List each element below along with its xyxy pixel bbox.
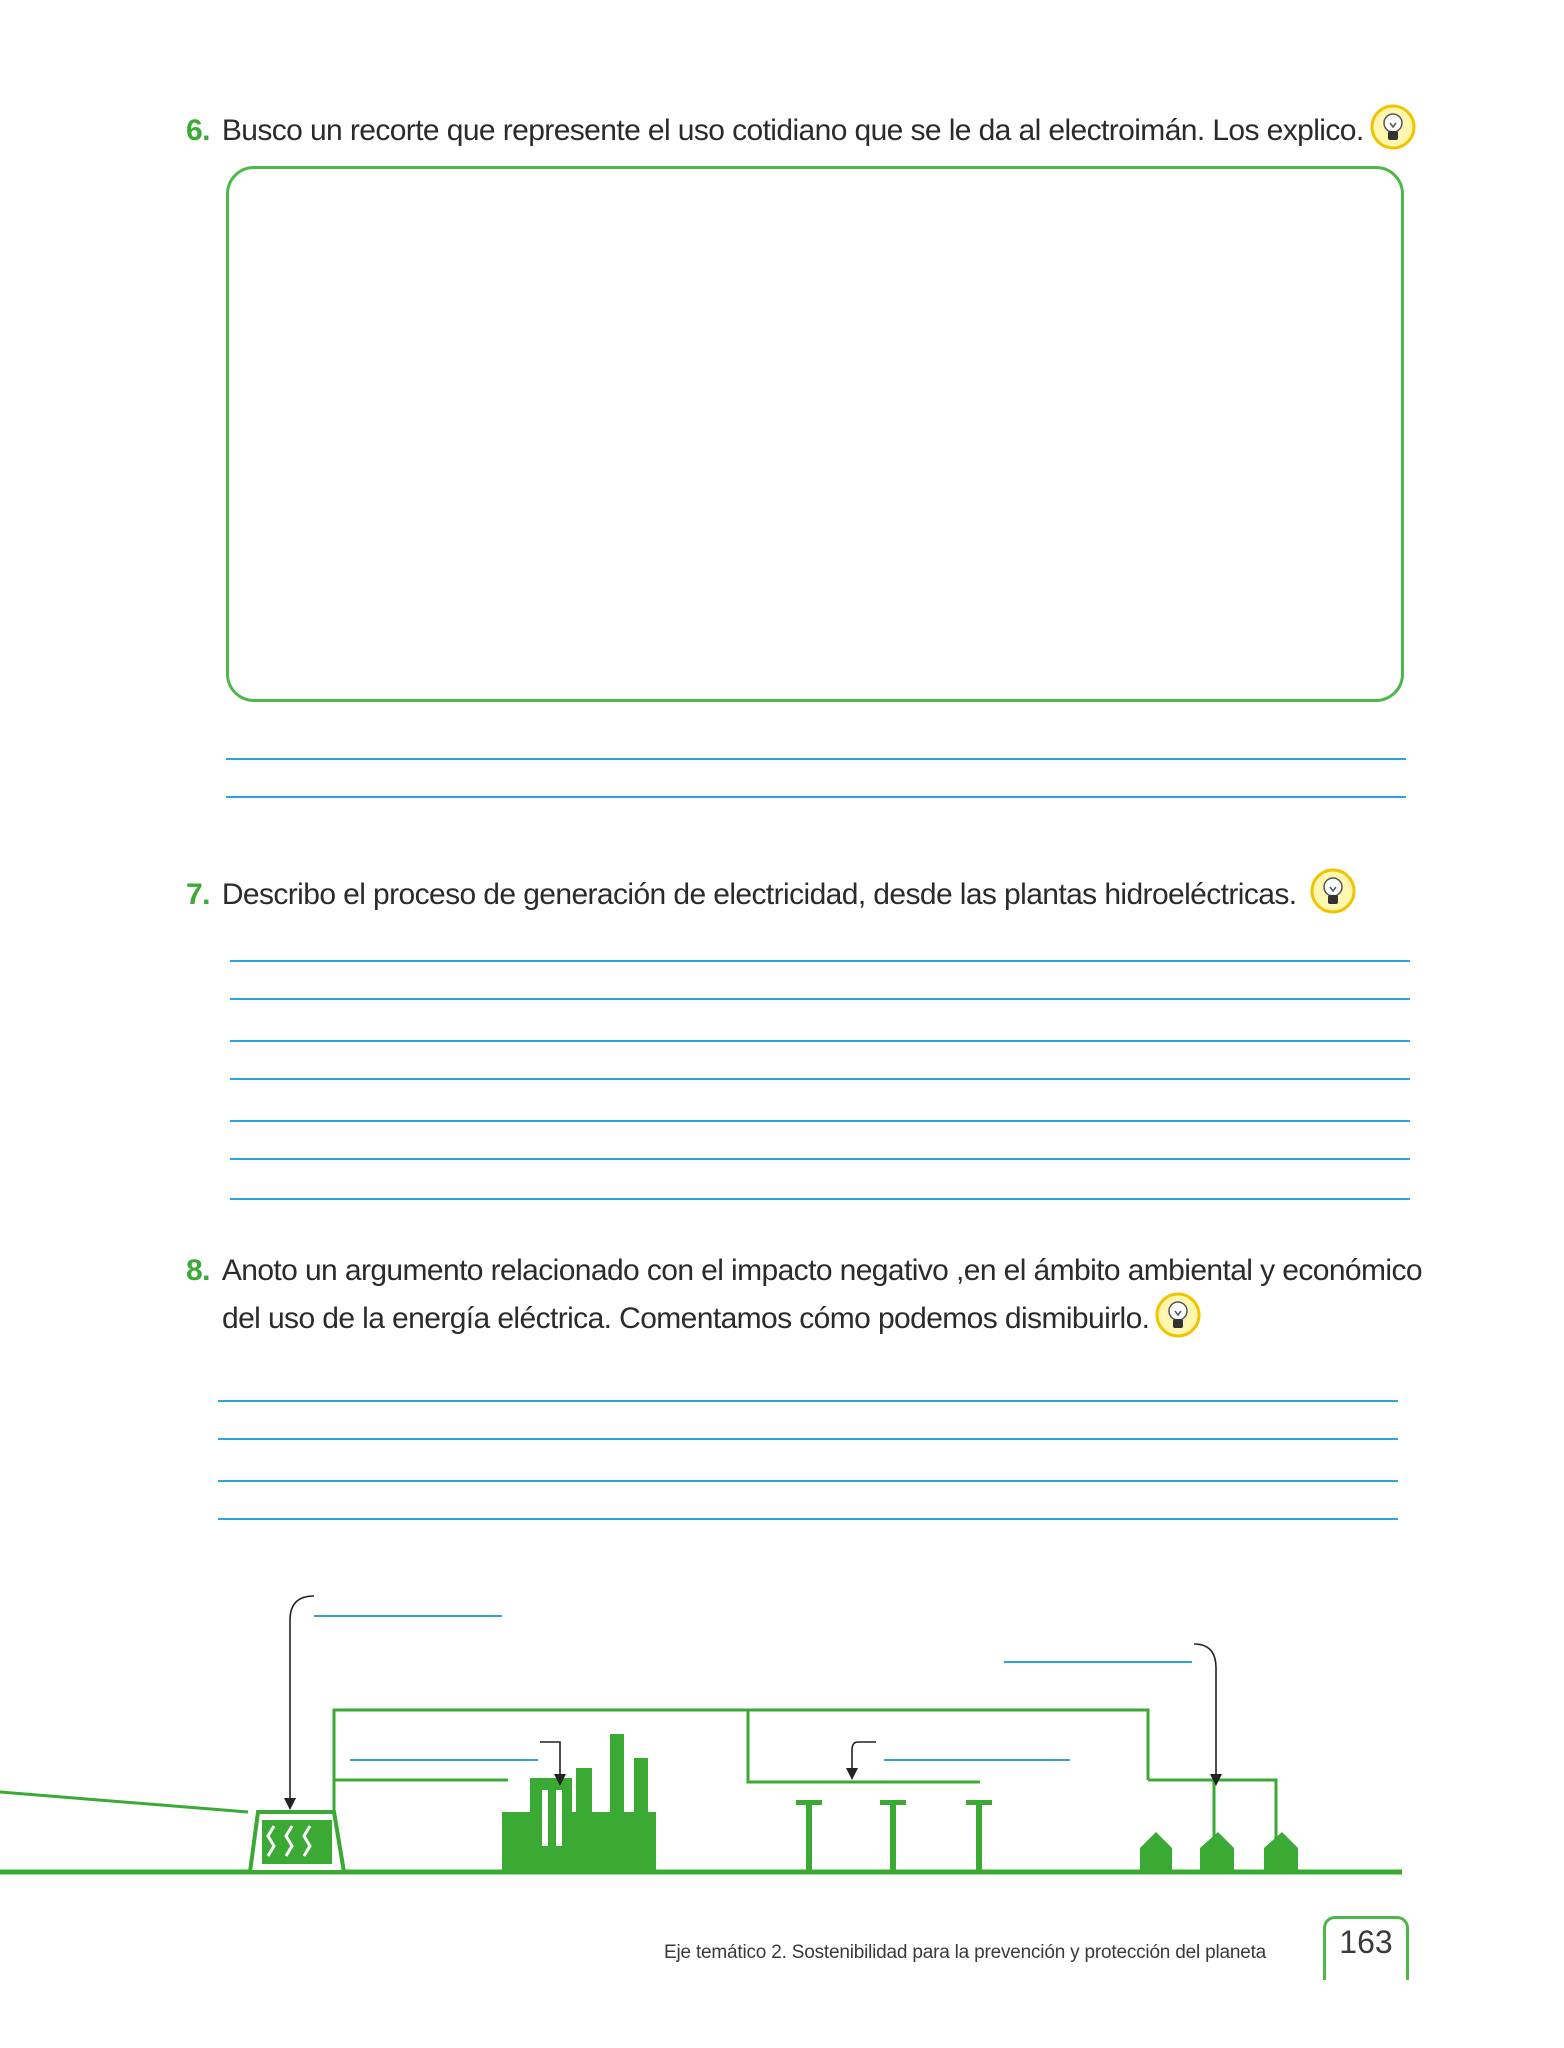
lightbulb-icon <box>1370 104 1416 150</box>
factory-icon <box>502 1734 656 1872</box>
arrow-heads <box>284 1768 1222 1810</box>
page-number: 163 <box>1339 1924 1393 1960</box>
writing-line[interactable] <box>218 1438 1398 1440</box>
writing-line[interactable] <box>230 1158 1410 1160</box>
lightbulb-icon <box>1310 868 1356 914</box>
question-number: 8. <box>186 1254 210 1287</box>
label-arrows <box>290 1596 1216 1800</box>
utility-poles <box>796 1800 992 1872</box>
question-number: 7. <box>186 878 210 911</box>
cutout-paste-area[interactable] <box>226 166 1404 702</box>
question-text: Busco un recorte que represente el uso cotidiano que se le da al electroimán. Los explico. <box>221 114 1364 147</box>
electricity-diagram <box>0 1580 1564 1880</box>
question-6 <box>186 104 1416 152</box>
question-text: Describo el proceso de generación de electricidad, desde las plantas hidroeléctricas. <box>221 878 1297 911</box>
houses-icon <box>1140 1832 1298 1872</box>
writing-line[interactable] <box>218 1480 1398 1482</box>
label-blanks <box>314 1616 1192 1760</box>
writing-line[interactable] <box>230 1198 1410 1200</box>
writing-line[interactable] <box>226 796 1406 798</box>
question-number: 6. <box>186 114 210 147</box>
writing-line[interactable] <box>230 998 1410 1000</box>
writing-line[interactable] <box>226 758 1406 760</box>
question-7 <box>186 868 1356 916</box>
dam-icon <box>250 1812 344 1872</box>
writing-line[interactable] <box>230 1078 1410 1080</box>
writing-line[interactable] <box>230 960 1410 962</box>
question-text-line-1: Anoto un argumento relacionado con el impacto negativo ,en el ámbito ambiental y económico <box>221 1254 1422 1287</box>
question-text-line-2: del uso de la energía eléctrica. Comentamos cómo podemos dismibuirlo. <box>222 1302 1150 1335</box>
question-8 <box>186 1250 1422 1340</box>
power-lines <box>334 1710 1276 1850</box>
lightbulb-icon <box>1155 1292 1201 1338</box>
writing-line[interactable] <box>230 1120 1410 1122</box>
writing-line[interactable] <box>218 1518 1398 1520</box>
writing-line[interactable] <box>218 1400 1398 1402</box>
writing-line[interactable] <box>230 1040 1410 1042</box>
reservoir-slope <box>0 1792 248 1812</box>
footer-text: Eje temático 2. Sostenibilidad para la prevención y protección del planeta <box>664 1942 1267 1963</box>
